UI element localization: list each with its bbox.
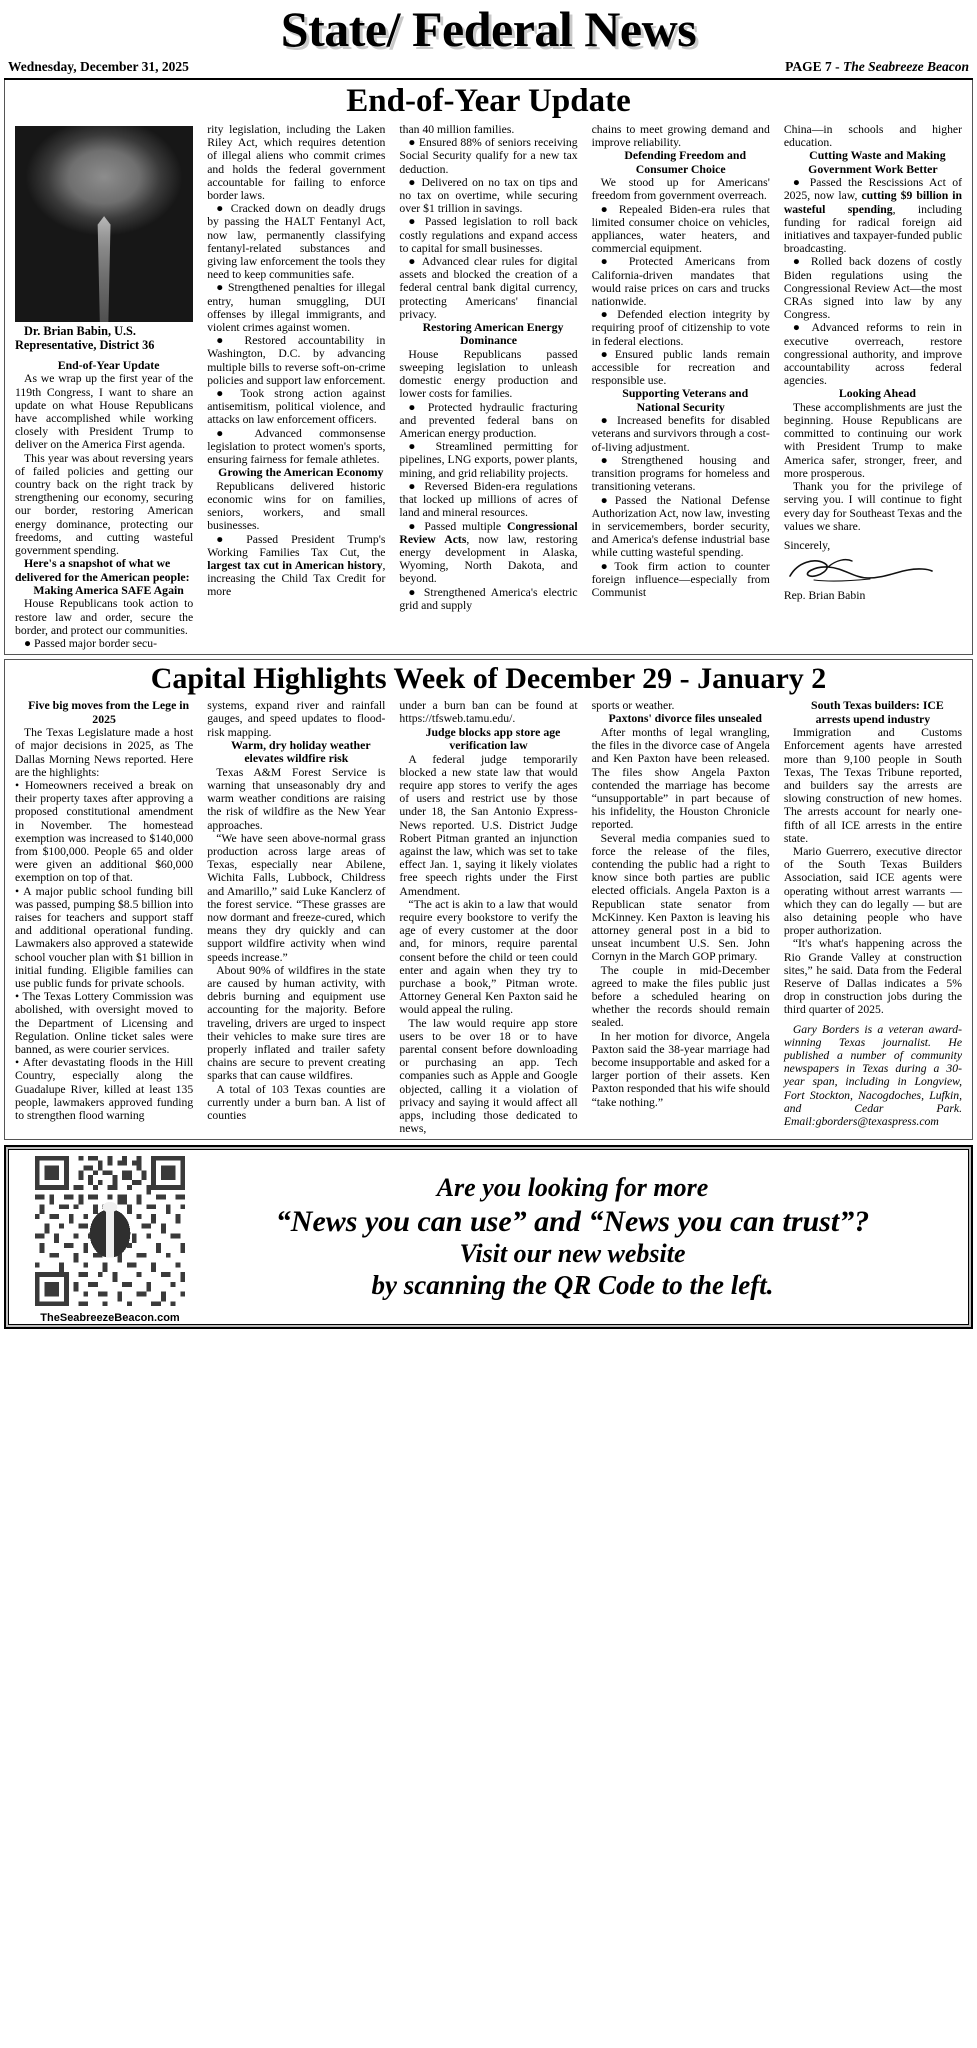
article2-c1-p1: The Texas Legislature made a host of major decisions in 2025, as The Dallas Morning News reported. Here are the highlights: [15, 726, 194, 779]
article1-c2-b4: ● Restored accountability in Washington, D.C. by advancing multiple bills to reverse soft-on-crime policies and support law enforcement. [207, 334, 386, 387]
article1-c4-cont: chains to meet growing demand and improve reliability. [591, 123, 770, 150]
article1-c2-b7-bold: largest tax cut in American history [207, 558, 383, 572]
article1-c4-b1: ● Repealed Biden-era rules that limited consumer choice on vehicles, appliances, water heaters, and commercial equipment. [591, 202, 770, 256]
advertisement[interactable] [4, 1145, 973, 1329]
dateline-row [4, 56, 973, 78]
article1-subhead-looking-ahead: Looking Ahead [838, 386, 916, 401]
article1-c5-cont: China—in schools and higher education. [783, 123, 963, 150]
article1-subhead-making-america-safe: Making America SAFE Again [33, 583, 184, 598]
article1-c2-b3: ● Strengthened penalties for illegal entry, human smuggling, DUI offenses by illegal immigrants, and violent crimes against women. [207, 281, 386, 335]
page-and-paper [785, 59, 969, 75]
article2-c1-b2: • A major public school funding bill was passed, pumping $8.5 billion into raises for teachers and support staff and additional operational funding. Lawmakers also approved a statewide school voucher plan with $1 billion in initial funding. Eligible families can use public funds for private schools. [15, 884, 194, 990]
article1-c5-b1-post: , including funding for radical foreign aid initiatives and taxpayer-funded public broadcasting. [783, 202, 963, 256]
article1-c3-b8-bold: Congressional Review Acts [399, 519, 578, 546]
article1-c4-b4: ●Ensured public lands remain accessible for recreation and responsible use. [591, 347, 770, 388]
article2-subhead-wildfire-risk: Warm, dry holiday weather elevates wildfire risk [231, 737, 371, 766]
article1-column-3 [392, 123, 584, 650]
representative-photo [15, 126, 193, 322]
qr-code-icon[interactable] [30, 1151, 190, 1311]
article1-c5-b2: ● Rolled back dozens of costly Biden regulations using the Congressional Review Act—the most CRAs signed into law by any Congress. [783, 255, 963, 322]
article1-c2-b7-pre: ● Passed President Trump's Working Families Tax Cut, the [207, 532, 386, 559]
ad-line-4: by scanning the QR Code to the left. [371, 1269, 774, 1300]
article2-c2-p1: Texas A&M Forest Service is warning that unseasonably dry and warm weather conditions are raising the risk of wildfire as the New Year approaches. [207, 765, 386, 832]
article2-subhead-app-store-law: Judge blocks app store age verification law [425, 724, 561, 753]
article1-c3-b9: ● Strengthened America's electric grid and supply [399, 585, 578, 612]
article2-columns [5, 699, 972, 1139]
article1-c1-p2: This year was about reversing years of failed policies and getting our country back on the right track by strengthening our economy, securing our border, restoring American energy dominance, protecting our freedoms, and cutting wasteful government spending. [15, 451, 194, 558]
article2-c2-p3: About 90% of wildfires in the state are caused by human activity, with debris burning and equipment use accounting for the majority. Before traveling, drivers are urged to inspect their vehicles to make sure tires are properly inflated and trailer safety chains are secure to prevent creating sparks that can cause wildfires. [207, 963, 386, 1083]
article1-subhead-veterans: Supporting Veterans and National Security [622, 386, 749, 414]
article1-columns [5, 123, 972, 654]
article2-c3-p1: A federal judge temporarily blocked a new state law that would require app stores to verify the ages of users and restrict use by those under 18, the San Antonio Express-News reported. U.S. District Judge Robert Pitman granted an injunction against the law, which was set to take effect Jan. 1, saying it likely violates free speech rights under the First Amendment. [399, 752, 578, 898]
article2-c2-p2: “We have seen above-normal grass production across large areas of Texas, especially near Abilene, Wichita Falls, Lubbock, Childress and Amarillo,” said Luke Kanclerz of the forest service. “These grasses are now dormant and freeze-cured, which means they dry quickly and can support wildfire activity when wind speeds increase.” [207, 831, 386, 964]
signature-image [784, 554, 962, 588]
article1-c5-b1-pre: ● Passed the Rescissions Act of 2025, now law, [783, 176, 963, 203]
article2-subhead-ice-arrests: South Texas builders: ICE arrests upend industry [811, 698, 944, 726]
article1-c3-b4: ● Advanced clear rules for digital assets and blocked the creation of a federal central bank digital currency, protecting Americans' financial privacy. [399, 255, 578, 321]
article2-byline: Gary Borders is a veteran award-winning Texas journalist. He published a number of community newspapers in Texas during a 30-year span, including in Longview, Fort Stockton, Nacogdoches, Lufkin, and Cedar Park. Email:gborders@texaspress.com [783, 1022, 963, 1128]
article1-c2-b6: ● Advanced commonsense legislation to protect women's sports, ensuring fairness for female athletes. [207, 426, 386, 467]
article1-subhead-energy-dominance: Restoring American Energy Dominance [422, 320, 564, 348]
article1-c3-p1: House Republicans passed sweeping legislation to unleash domestic energy production and lower costs for families. [399, 347, 578, 401]
article2-c4-p3: The couple in mid-December agreed to make the files public just before a scheduled hearing on whether the records should remain sealed. [591, 963, 770, 1030]
article1-c4-b8: ●Took firm action to counter foreign influence—especially from Communist [591, 559, 770, 599]
article2-headline: Capital Highlights Week of December 29 - January 2 [150, 662, 827, 696]
article1-c2-cont: rity legislation, including the Laken Riley Act, which requires detention of illegal aliens who commit crimes and holds the federal government accountable for failing to enforce border laws. [207, 123, 386, 203]
article2-c1-b1: • Homeowners received a break on their property taxes after approving a proposed constitutional amendment in November. The homestead exemption was increased to $140,000 from $100,000. People 65 and older were given an additional $60,000 exemption on top of that. [15, 778, 194, 885]
article2-c4-p2: Several media companies sued to force the release of the files, contending the public had a right to know since both parties are public elected officials. Angela Paxton is a Republican state senator from McKinney. Ken Paxton is leaving his attorney general post in a bid to unseat incumbent U.S. Sen. John Cornyn in the March GOP primary. [591, 831, 770, 964]
qr-block[interactable] [17, 1151, 203, 1324]
article1-c5-b1-bold: cutting $9 billion in wasteful spending [783, 189, 963, 216]
article1-c3-b6: ● Streamlined permitting for pipelines, LNG exports, power plants, mining, and grid reliability projects. [399, 440, 578, 480]
article1-column-4 [585, 123, 777, 650]
article2-c4-cont: sports or weather. [591, 699, 675, 713]
article1-c1-p1: As we wrap up the first year of the 119th Congress, I want to share an update on what House Republicans have accomplished while working closely with President Trump to deliver on the America First agenda. [15, 372, 194, 452]
article-end-of-year-update [4, 80, 973, 655]
article2-subhead-paxton-divorce: Paxtons' divorce files unsealed [608, 711, 762, 726]
issue-date: Wednesday, December 31, 2025 [8, 59, 189, 74]
article1-subhead-cutting-waste: Cutting Waste and Making Government Work Better [808, 148, 946, 176]
article1-c5-b3: ● Advanced reforms to rein in executive overreach, restore congressional authority, and improve accountability across federal agencies. [783, 321, 963, 388]
article1-c4-b2: ● Protected Americans from California-driven mandates that would raise prices on cars and trucks nationwide. [591, 255, 770, 309]
masthead [4, 0, 973, 56]
article1-c3-b8-post: , now law, restoring energy development in Alaska, Wyoming, North Dakota, and beyond. [399, 532, 578, 586]
ad-text-block [203, 1173, 960, 1302]
article1-column-5 [777, 123, 969, 650]
page-number-label: PAGE 7 - [785, 59, 844, 74]
article2-c1-b4: • After devastating floods in the Hill Country, especially along the Guadalupe River, killed at least 135 people, lawmakers approved funding to strengthen flood warning [15, 1056, 194, 1122]
article2-column-1 [8, 699, 200, 1135]
article2-column-3 [392, 699, 584, 1135]
article2-c3-cont: under a burn ban can be found at https://tfsweb.tamu.edu/. [399, 699, 578, 726]
article1-c2-b7 [207, 533, 385, 599]
article1-c3-b5: ● Protected hydraulic fracturing and prevented federal bans on American energy production. [399, 400, 578, 441]
article2-c3-p3: The law would require app store users to be over 18 or to have parental consent before downloading or purchasing an app. Tech companies such as Apple and Google objected, calling it a violation of privacy and saying it would affect all apps, including those dedicated to news, [399, 1016, 578, 1136]
qr-caption: TheSeabreezeBeacon.com [40, 1311, 180, 1324]
paper-name: The Seabreeze Beacon [843, 59, 969, 74]
article1-c1-p4: House Republicans took action to restore law and order, secure the border, and protect our communities. [15, 597, 194, 637]
article1-subhead-end-of-year: End-of-Year Update [57, 358, 160, 372]
article1-c4-b3: ● Defended election integrity by requiring proof of citizenship to vote in federal elections. [591, 308, 770, 348]
article1-column-2 [200, 123, 392, 650]
article1-c3-b7: ● Reversed Biden-era regulations that locked up millions of acres of land and mineral resources. [399, 479, 578, 520]
article1-c2-b7-post: , increasing the Child Tax Credit for more [207, 558, 386, 599]
article1-c1-snapshot: Here's a snapshot of what we delivered for the American people: [15, 556, 190, 584]
article2-c1-b3: • The Texas Lottery Commission was abolished, with oversight moved to the Department of Licensing and Regulation. Online ticket sales were banned, as were courier services. [15, 990, 194, 1056]
article1-signoff: Sincerely, [783, 538, 831, 552]
article1-c3-b1: ● Ensured 88% of seniors receiving Social Security qualify for a new tax deduction. [399, 136, 578, 176]
article1-c4-b5: ● Increased benefits for disabled veterans and survivors through a cost-of-living adjustment. [591, 414, 770, 454]
ad-inner [8, 1149, 969, 1325]
article1-subhead-growing-economy: Growing the American Economy [218, 465, 384, 480]
article1-c2-b5: ● Took strong action against antisemitism, political violence, and attacks on law enforcement officers. [207, 387, 386, 427]
handwritten-signature-icon [784, 554, 934, 588]
article1-c4-b7: ●Passed the National Defense Authorization Act, now law, investing in servicemembers, border security, and America's defense industrial base while cutting wasteful spending. [591, 493, 770, 560]
article1-c2-p1: Republicans delivered historic economic wins for on families, seniors, workers, and small businesses. [207, 479, 386, 533]
article2-c5-p1: Immigration and Customs Enforcement agents have arrested more than 9,100 people in South Texas, The Texas Tribune reported, and builders say the arrests are slowing construction of new homes. The arrests account for nearly one-fifth of all ICE arrests in the entire state. [783, 726, 963, 845]
article2-c5-p3: “It's what's happening across the Rio Grande Valley at construction sites,” he said. Data from the Federal Reserve of Dallas indicates a 5% drop in construction jobs during the third quarter of 2025. [783, 937, 963, 1017]
article2-subhead-five-big-moves: Five big moves from the Lege in 2025 [28, 698, 190, 726]
article1-c4-p1: We stood up for Americans' freedom from government overreach. [591, 176, 770, 203]
article1-c3-cont: than 40 million families. [399, 123, 515, 136]
article2-column-5 [777, 699, 969, 1135]
article1-c5-p1: These accomplishments are just the beginning. House Republicans are committed to continuing our work with President Trump to make America safer, stronger, freer, and more prosperous. [783, 400, 963, 480]
article1-c3-b8-pre: ● Passed multiple [408, 519, 508, 533]
article1-headline: End-of-Year Update [346, 83, 631, 119]
ad-line-2: “News you can use” and “News you can trust”? [275, 1204, 870, 1238]
article2-c3-p2: “The act is akin to a law that would require every bookstore to verify the age of every customer at the door and, for minors, require parental consent before the child or teen could enter and again when they try to purchase a book,” Pitman wrote. Attorney General Ken Paxton said he would appeal the ruling. [399, 897, 578, 1017]
article1-c5-b1 [784, 176, 962, 255]
article-capital-highlights [4, 659, 973, 1140]
ad-line-3: Visit our new website [459, 1239, 686, 1269]
article1-subhead-defending-freedom: Defending Freedom and Consumer Choice [624, 148, 747, 176]
article1-signature-name: Rep. Brian Babin [783, 589, 866, 603]
article1-c2-b2: ● Cracked down on deadly drugs by passing the HALT Fentanyl Act, now law, permanently classifying fentanyl-related substances and giving law enforcement the tools they need to keep communities safe. [207, 202, 386, 282]
article1-c1-b1: ● Passed major border secu- [24, 637, 157, 651]
photo-caption: Dr. Brian Babin, U.S. Representative, District 36 [15, 324, 155, 352]
article2-c2-cont: systems, expand river and rainfall gauges, and speed updates to flood-risk mapping. [207, 699, 386, 739]
qr-code-svg [30, 1151, 190, 1311]
article2-c5-p2: Mario Guerrero, executive director of the South Texas Builders Association, said ICE agents were operating without arrest warrants — which they can do legally — but are also detaining people who have proper authorization. [783, 844, 963, 938]
article1-c3-b8 [399, 520, 577, 586]
article2-c4-p4: In her motion for divorce, Angela Paxton said the 38-year marriage had become insupportable and asked for a larger portion of their assets. Ken Paxton responded that his wife should “take nothing.” [591, 1029, 770, 1109]
article2-column-2 [200, 699, 392, 1135]
page-title: State/ Federal News [280, 1, 697, 57]
article2-c4-p1: After months of legal wrangling, the files in the divorce case of Angela and Ken Paxton have been released. The files show Angela Paxton contended the marriage has become “unsupportable” in part because of his infidelity, the Houston Chronicle reported. [591, 725, 770, 832]
article1-c5-p2: Thank you for the privilege of serving you. I will continue to fight every day for Southeast Texas and the values we share. [783, 480, 963, 533]
article1-c3-b3: ● Passed legislation to roll back costly regulations and expand access to capital for small businesses. [399, 215, 578, 255]
article1-column-1 [8, 123, 200, 650]
ad-line-1: Are you looking for more [436, 1173, 709, 1203]
article2-c2-p4: A total of 103 Texas counties are currently under a burn ban. A list of counties [207, 1082, 386, 1122]
article2-column-4 [585, 699, 777, 1135]
article1-c4-b6: ●Strengthened housing and transition programs for homeless and transitioning veterans. [591, 453, 770, 494]
article1-c3-b2: ● Delivered on no tax on tips and no tax on overtime, while securing over $1 trillion in savings. [399, 175, 578, 216]
